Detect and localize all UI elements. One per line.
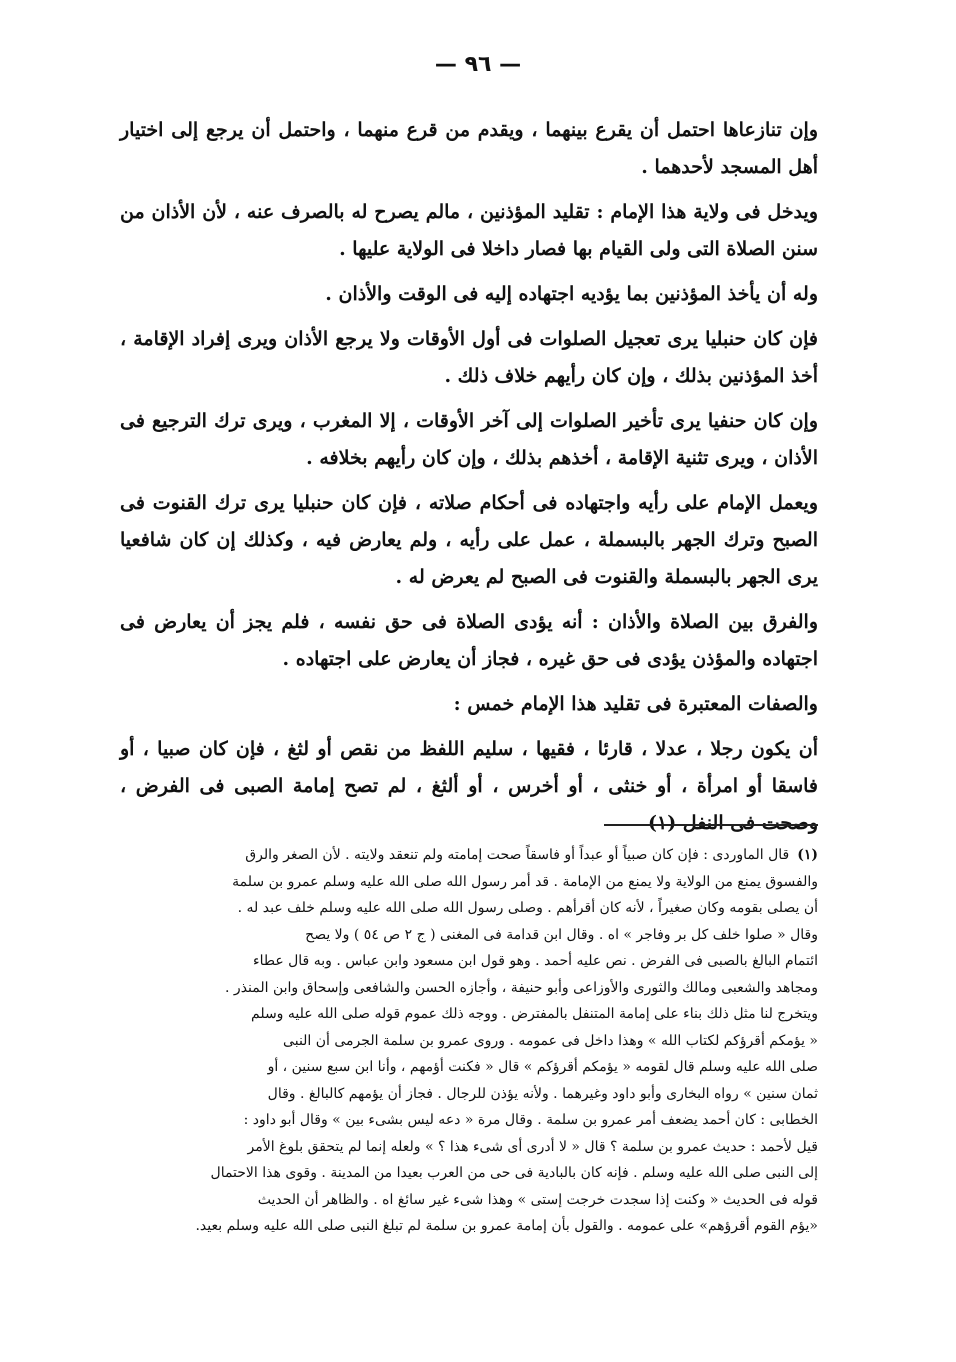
- footnote-line: [120, 842, 818, 869]
- footnote-divider: [604, 824, 818, 826]
- footnote-text: قال الماوردى : فإن كان صبياً أو عبداً أو فاسقاً صحت إمامته ولم تنعقد ولايته . لأن الصغر والرق: [245, 847, 790, 863]
- paragraph: وإن تنازعاها احتمل أن يقرع بينهما ، ويقدم من قرع منهما ، واحتمل أن يرجع إلى اختيار أهل المسجد لأحدهما .: [120, 119, 818, 178]
- footnote-line: والفسوق يمنع من الولاية ولا يمنع من الإمامة . قد أمر رسول الله صلى الله عليه وسلم عمرو بن سلمة: [232, 873, 818, 890]
- paragraph: فإن كان حنبليا يرى تعجيل الصلوات فى أول الأوقات ولا يرجع الأذان ويرى إفراد الإقامة ، أخذ المؤذنين بذلك ، وإن كان رأيهم خلاف ذلك .: [120, 328, 818, 387]
- main-text: [120, 112, 818, 850]
- footnote-line: ائتمام البالغ بالصبى فى الفرض . نص عليه أحمد . وهو قول ابن مسعود وابن عباس . وبه قال عطاء: [252, 953, 818, 969]
- footnote-line: قيل لأحمد : حديث عمرو بن سلمة ؟ قال « لا أدرى أى شىء هذا ؟ » ولعله إنما لم يتحقق بلوغ الأمر: [247, 1138, 818, 1155]
- footnote-line: « يؤمكم أقرؤكم لكتاب الله » وهذا داخل فى عمومه . وروى عمرو بن سلمة الجرمى أن النبى: [283, 1032, 818, 1049]
- footnote-line: صلى الله عليه وسلم قال لقومه « يؤمكم أقرؤكم » قال « فكنت أؤمهم ، وأنا ابن سبع سنين ، أو: [267, 1059, 818, 1075]
- paragraph: والصفات المعتبرة فى تقليد هذا الإمام خمس :: [453, 693, 818, 715]
- footnote-line: وقال « صلوا خلف كل بر وفاجر » اه . وقال ابن قدامة فى المغنى ( ج ٢ ص ٥٤ ) ولا يصح: [305, 926, 818, 943]
- footnote-block: [120, 842, 818, 1240]
- paragraph: ويعمل الإمام على رأيه واجتهاده فى أحكام صلاته ، فإن كان حنبليا يرى ترك القنوت فى الصبح وترك الجهر بالبسملة ، عمل على رأيه ، ولم يعارض فيه ، وكذلك إن كان شافعيا يرى الجهر بالبسملة والقنوت فى الصبح لم يعرض له .: [120, 492, 818, 588]
- footnote-line: إلى النبى صلى الله عليه وسلم . فإنه كان بالبادية فى حى من العرب بعيدا من المدينة . وقوى هذا الاحتمال: [210, 1165, 818, 1181]
- footnote-line: «يؤم القوم أقرؤهم» على عمومه . والقول بأن إمامة عمرو بن سلمة لم تبلغ النبى صلى الله عليه وسلم بعيد.: [195, 1218, 818, 1234]
- footnote-marker: (١): [797, 847, 818, 863]
- footnote-line: قوله فى الحديث « وكنت إذا سجدت خرجت إستى » وهذا شىء غير سائغ اه . والظاهر أن الحديث: [257, 1191, 818, 1208]
- footnote-line: الخطابى : كان أحمد يضعف أمر عمرو بن سلمة . وقال مرة « دعه ليس بشىء بين » وقال أبو داود :: [243, 1112, 818, 1128]
- footnote-line: ثمان سنين » رواه البخارى وأبو داود وغيرهما . ولأنه يؤذن للرجال . فجاز أن يؤمهم كالبالغ . وقال: [267, 1085, 818, 1102]
- paragraph: ويدخل فى ولاية هذا الإمام : تقليد المؤذنين ، مالم يصرح له بالصرف عنه ، لأن الأذان من سنن الصلاة التى ولى القيام بها فصار داخلا فى الولاية عليها .: [120, 201, 818, 260]
- paragraph: أن يكون رجلا ، عدلا ، قارئا ، فقيها ، سليم اللفظ من نقص أو لثغ ، فإن كان صبيا ، أو فاسقا أو امرأة ، أو خنثى ، أو أخرس ، أو ألثغ ، لم تصح إمامة الصبى فى الفرض ، وصحت فى النفل (١): [120, 738, 818, 834]
- paragraph: وإن كان حنفيا يرى تأخير الصلوات إلى آخر الأوقات ، إلا المغرب ، ويرى ترك الترجيع فى الأذان ، ويرى تثنية الإقامة ، أخذهم بذلك ، وإن كان رأيهم بخلافه .: [120, 410, 818, 469]
- page-number: — ٩٦ —: [434, 52, 522, 77]
- footnote-line: ويتخرج لنا مثل ذلك بناء على إمامة المتنفل بالمفترض . ووجه ذلك عموم قوله صلى الله عليه وسلم: [251, 1006, 818, 1022]
- footnote-line: أن يصلى بقومه وكان صغيراً ، لأنه كان أقرأهم . وصلى رسول الله صلى الله عليه وسلم خلف عبد له .: [237, 900, 818, 916]
- footnote-line: ومجاهد والشعبى ومالك والثورى والأوزاعى وأبو حنيفة ، وأجازه الحسن والشافعى وإسحاق وابن المنذر .: [225, 979, 818, 996]
- paragraph: وله أن يأخذ المؤذنين بما يؤديه اجتهاده إليه فى الوقت والأذان .: [325, 283, 818, 305]
- paragraph: والفرق بين الصلاة والأذان : أنه يؤدى الصلاة فى حق نفسه ، فلم يجز أن يعارض فى اجتهاده والمؤذن يؤدى فى حق غيره ، فجاز أن يعارض على اجتهاده .: [120, 611, 818, 670]
